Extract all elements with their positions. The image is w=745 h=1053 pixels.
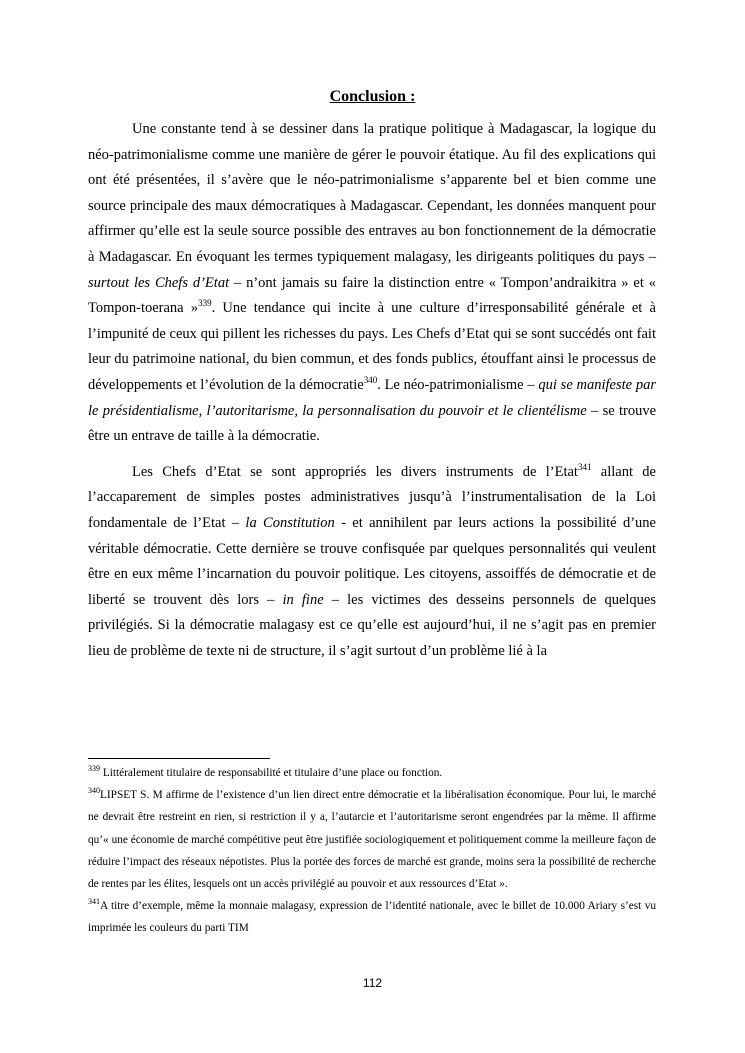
footnote-ref-341: 341 (577, 461, 592, 472)
footnote-ref-339: 339 (198, 298, 212, 309)
paragraph-1-text-2: – n’ont jamais su faire la distinction entre « Tompon’andraikitra » et « Tompon-toerana » (88, 274, 656, 317)
paragraph-1-text-4: . Le néo-patrimonialisme – (377, 376, 539, 393)
footnote-339 (88, 762, 656, 784)
paragraph-2-italic-2: in fine (282, 591, 324, 608)
paragraph-1-text-5: – se trouve être un entrave de taille à la démocratie. (88, 402, 657, 445)
footnote-340 (88, 784, 656, 895)
footnote-ref-340: 340 (363, 375, 378, 386)
paragraph-1-italic-2: qui se manifeste par le présidentialisme, l’autoritarisme, la personnalisation du pouvoir et le clientélisme (88, 376, 656, 419)
footnotes (88, 762, 656, 940)
page-title: Conclusion : (329, 88, 416, 105)
footnote-text: LIPSET S. M affirme de l’existence d’un lien direct entre démocratie et la libéralisation économique. Pour lui, le marché ne devrait être restreint en rien, si restriction il y a, l’autarcie et l’autoritarisme seront engendrées par la même. Il affirme qu’« une économie de marché compétitive peut être justifiée sociologiquement et politiquement comme la meilleure façon de réduire l’impact des réseaux népotistes. Plus la portée des forces de marché est grande, moins sera la possibilité de recherche de rentes par les élites, lesquels ont un accès privilégié au pouvoir et aux ressources d’Etat ». (88, 789, 656, 891)
paragraph-2 (88, 460, 656, 665)
paragraph-1-italic-1: surtout les Chefs d’Etat (88, 274, 230, 291)
paragraph-2-text-1: Les Chefs d’Etat se sont appropriés les divers instruments de l’Etat (132, 463, 578, 480)
paragraph-2-italic-1: la Constitution (245, 514, 335, 531)
paragraph-1 (88, 117, 656, 450)
paragraph-2-text-2: allant de l’accaparement de simples postes administratives jusqu’à l’instrumentalisation de la Loi fondamentale de l’Etat – (88, 463, 656, 531)
footnote-text: Littéralement titulaire de responsabilité et titulaire d’une place ou fonction. (100, 767, 443, 779)
paragraph-2-text-3: - et annihilent par leurs actions la possibilité d’une véritable démocratie. Cette dernière se trouve confisquée par quelques personnalités qui veulent être en eux même l’incarnation du pouvoir politique. Les citoyens, assoiffés de démocratie et de liberté se trouvent dès lors – (88, 514, 656, 608)
main-text (88, 117, 656, 664)
paragraph-1-text-1: Une constante tend à se dessiner dans la pratique politique à Madagascar, la logique du néo-patrimonialisme comme une manière de gérer le pouvoir étatique. Au fil des explications qui ont été présentées, il s’avère que le néo-patrimonialisme s’apparente bel et bien comme une source principale des maux démocratiques à Madagascar. Cependant, les données manquent pour affirmer qu’elle est la seule source possible des entraves au bon fonctionnement de la démocratie à Madagascar. En évoquant les termes typiquement malagasy, les dirigeants politiques du pays – (88, 121, 656, 265)
footnote-number: 339 (88, 764, 100, 774)
footnote-text: A titre d’exemple, même la monnaie malagasy, expression de l’identité nationale, avec le billet de 10.000 Ariary s’est vu imprimée les couleurs du parti TIM (88, 900, 656, 935)
paragraph-2-text-4: – les victimes des desseins personnels de quelques privilégiés. Si la démocratie malagasy est ce qu’elle est aujourd’hui, il ne s’agit pas en premier lieu de problème de texte ni de structure, il s’agit surtout d’un problème lié à la (88, 591, 657, 659)
footnote-number: 341 (88, 897, 100, 907)
page-number: 112 (362, 976, 383, 990)
footnote-341 (88, 895, 656, 939)
footnote-number: 340 (88, 786, 100, 796)
footnote-separator (88, 758, 270, 759)
paragraph-1-text-3: . Une tendance qui incite à une culture d’irresponsabilité générale et à l’impunité de ceux qui pillent les richesses du pays. Les Chefs d’Etat qui se sont succédés ont fait leur du patrimoine national, du bien commun, et des fonds publics, étouffant ainsi le processus de développements et l’évolution de la démocratie (88, 300, 656, 393)
